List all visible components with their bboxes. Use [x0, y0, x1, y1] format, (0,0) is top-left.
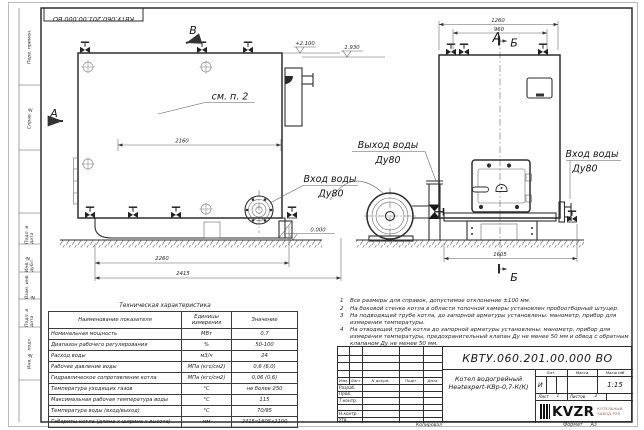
format-label: Формат: [563, 422, 583, 428]
col-header-name: Наименование показателя: [49, 312, 182, 329]
cell-name: Максимальная рабочая температура воды: [49, 395, 182, 406]
table-row: [49, 406, 298, 417]
logo-flag-icon: [540, 404, 550, 419]
note-text: Все размеры для справок, допустимое отклонение ±100 мм.: [350, 298, 531, 304]
water-inlet-side-dn: Ду80: [318, 188, 344, 200]
table-row: [49, 351, 298, 362]
top-stamp: [44, 8, 143, 23]
section-b-top-letter: Б: [510, 36, 518, 50]
boiler-side-view: [74, 42, 384, 238]
notes-list: [338, 298, 630, 348]
cell-unit: °С: [182, 395, 232, 406]
blower-fan: [364, 188, 429, 243]
boiler-body-side: [78, 53, 282, 218]
product-name-line2: Heatexpert-КВр-0,7-К(К): [448, 383, 529, 391]
col-podp: Подп.: [405, 378, 417, 383]
strip-label-perv-primen: Перв. примен.: [27, 29, 33, 64]
cell-unit: °С: [182, 406, 232, 417]
cell-unit: МПа (кгс/см2): [182, 362, 232, 373]
cell-name: Номинальная мощность: [49, 329, 182, 340]
water-inlet-front-label: Вход воды: [565, 149, 619, 160]
strip-label-inv-podl: Инв. № подл.: [27, 337, 33, 370]
table-row: [49, 340, 298, 351]
cell-unit: мм: [182, 417, 232, 428]
col-header-value: Значение: [232, 312, 298, 329]
water-outlet-label: Выход воды: [357, 140, 419, 151]
strip-label-vzam-inv: Взам. инв. №: [25, 274, 35, 299]
cell-name: Температура уходящих газов: [49, 384, 182, 395]
cell-name: Гидравлическое сопротивление котла: [49, 373, 182, 384]
tech-header-row: [49, 312, 298, 329]
sheets-label: Листов: [569, 394, 586, 399]
dim-2260: 2260: [155, 256, 169, 262]
water-inlet-flange: [245, 190, 273, 233]
water-inlet-side-label: Вход воды: [303, 174, 357, 185]
table-row: [49, 417, 298, 428]
logo-subtitle-line1: КОТЕЛЬНЫЙ: [597, 407, 623, 412]
drain-valve-icons: [85, 207, 297, 218]
cell-name: Расход воды: [49, 351, 182, 362]
format-note: [540, 423, 620, 428]
technical-characteristics: [48, 303, 288, 428]
product-name-line1: Котел водогрейный: [454, 374, 523, 383]
front-inlet-valve: [559, 202, 577, 222]
product-name: [442, 370, 535, 396]
dim-2160: 2160: [175, 138, 189, 145]
header-scale: Масштаб: [605, 370, 625, 375]
table-row: [49, 373, 298, 384]
section-b-bottom-letter: Б: [510, 271, 518, 284]
cell-value: 0,7: [232, 329, 298, 340]
door-handle: [473, 187, 489, 192]
note-item: [338, 298, 630, 305]
sheet-label: Лист: [538, 394, 549, 399]
boiler-front-view: [439, 38, 577, 258]
logo-subtitle: [597, 407, 622, 416]
note-text: На боковой стенке котла в области топочной камеры установлен пробоотборный штуцер.: [350, 305, 619, 312]
cell-unit: МВт: [182, 329, 232, 340]
col-ndoc: N докум.: [371, 378, 390, 383]
row-nkontr: Н.контр.: [339, 410, 358, 416]
view-arrow-a-letter: А: [50, 107, 58, 120]
note-number: 1: [340, 298, 344, 304]
cell-name: Габариты котла (длина х ширина х высота): [49, 417, 182, 428]
header-mass: Масса: [575, 370, 589, 375]
cell-value: 24: [232, 351, 298, 362]
table-row: [49, 362, 298, 373]
note-number: 3: [340, 313, 344, 320]
cell-unit: °С: [182, 384, 232, 395]
strip-label-inv-dubl: Инв. № дубл.: [25, 254, 35, 272]
col-data: Дата: [427, 378, 438, 383]
sheet-value: 1: [556, 394, 560, 399]
front-view-title: А: [492, 31, 502, 46]
col-list: Лист: [350, 378, 361, 383]
strip-label-podp-data-1: Подп. и дата: [25, 225, 35, 244]
row-prov: Пров.: [339, 391, 352, 397]
col-izm: Изм.: [338, 378, 349, 383]
dim-2415: 2415: [176, 271, 190, 277]
logo-text: KVZR: [552, 403, 595, 420]
outlet-pipe: [426, 181, 444, 240]
format-value: А3: [590, 422, 597, 428]
cell-unit: МПа (кгс/см2): [182, 373, 232, 384]
header-lit: Лит.: [546, 370, 556, 375]
tech-table-title: Техническая характеристика: [119, 303, 211, 309]
cell-value: 0,6 (6,0): [232, 362, 298, 373]
elevation-top: +2.100: [295, 41, 315, 47]
sheets-value: 2: [594, 394, 598, 399]
doc-number: КВТУ.060.201.00.000 ВО: [462, 351, 613, 365]
title-block: [337, 346, 632, 422]
cell-value: не более 250: [232, 384, 298, 395]
dim-960: 960: [493, 27, 505, 33]
top-stamp-number: КВТУ.060.201.00.000 ВО: [52, 15, 135, 23]
inspection-hatch: [527, 78, 552, 98]
table-row: [49, 384, 298, 395]
see-item-note: см. п. 2: [211, 91, 249, 103]
water-outlet-dn: Ду80: [375, 155, 401, 166]
furnace-door: [472, 160, 532, 212]
note-number: 4: [340, 327, 344, 334]
note-text: На подводящей трубе котла, до запорной арматуры установлены: манометр, прибор для измерения температуры.: [350, 313, 617, 326]
ground-line: [60, 240, 584, 248]
cell-name: Температура воды (вход/выход): [49, 406, 182, 417]
note-item: [338, 306, 630, 313]
boiler-body-front: [439, 55, 560, 218]
lit-value: И: [537, 380, 543, 389]
cell-name: Рабочее давление воды: [49, 362, 182, 373]
base-frame-side: [95, 218, 292, 238]
table-row: [49, 395, 298, 406]
row-utv: Утв.: [339, 417, 348, 423]
cell-unit: %: [182, 340, 232, 351]
note-item: [338, 313, 630, 326]
col-header-unit: Единицы измерения: [182, 312, 232, 329]
elevation-flue: 1.930: [344, 45, 360, 51]
cell-unit: м3/ч: [182, 351, 232, 362]
row-tkontr: Т.контр.: [339, 397, 358, 403]
water-inlet-front-dn: Ду80: [572, 163, 598, 175]
view-arrow-b-letter: В: [189, 24, 197, 37]
cell-value: 50-100: [232, 340, 298, 351]
scale-value: 1:15: [607, 380, 623, 389]
company-logo: [537, 401, 631, 422]
note-item: [338, 327, 630, 347]
dim-1605: 1605: [493, 252, 507, 258]
table-row: [49, 329, 298, 340]
outlet-valve-icon: [429, 205, 444, 220]
dim-1260: 1260: [491, 18, 505, 24]
copied-label: Копировал: [415, 422, 443, 428]
cell-value: 2415х1605х2100: [232, 417, 298, 428]
fitting-icons: [82, 61, 213, 216]
top-valve-icons: [80, 42, 253, 53]
cell-value: 0,06 (0,6): [232, 373, 298, 384]
note-number: 2: [340, 305, 344, 312]
note-text: На отводящей трубе котла до запорной арматуры установлены: манометр, прибор для измерения температуры, предохранительный клапан Ду не менее 50 мм и обвод с обратным клапаном Ду не менее 50 мм.: [350, 327, 629, 347]
strip-label-sprav-n: Справ. №: [27, 106, 33, 129]
cell-name: Диапазон рабочего регулирования: [49, 340, 182, 351]
cell-value: 70/95: [232, 406, 298, 417]
strip-label-podp-data-2: Подп. и дата: [25, 308, 35, 327]
row-razrab: Разраб.: [339, 384, 356, 390]
elevation-ground: 0.000: [310, 227, 326, 234]
logo-subtitle-line2: ЗАВОД РЭП: [597, 411, 621, 416]
cell-value: 115: [232, 395, 298, 406]
tech-table: [48, 311, 298, 428]
